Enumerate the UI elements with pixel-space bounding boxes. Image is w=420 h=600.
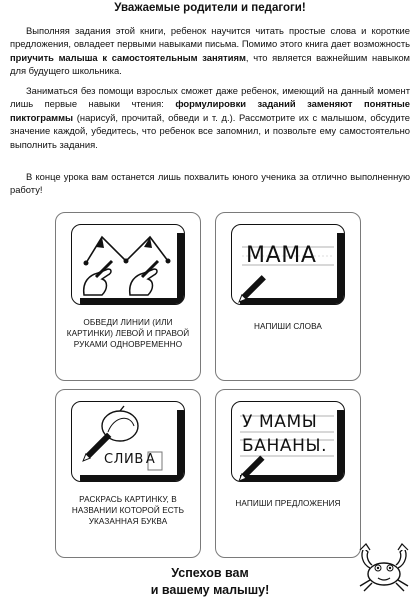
emphasis-self-study: приучить малыша к самостоятельным занятиям: [10, 51, 246, 63]
pictogram-frame: [231, 224, 345, 305]
paragraph-intro: Выполняя задания этой книги, ребенок научится читать простые слова и короткие предложения, овладеет первыми навыками письма. Помимо этого книга дает возможность приучить малыша к самостоятельным занятиям, что является важнейшим навыком для будущего школьника.: [10, 25, 410, 77]
card-caption: ОБВЕДИ ЛИНИИ (ИЛИ КАРТИНКИ) ЛЕВОЙ И ПРАВОЙ РУКАМИ ОДНОВРЕМЕННО: [66, 318, 190, 350]
pictogram-frame: [71, 401, 185, 482]
two-hands-tracing-icon: [72, 225, 184, 304]
card-write-sentences: [215, 389, 361, 558]
paragraph-praise: В конце урока вам останется лишь похвалить юного ученика за отлично выполненную работу!: [10, 171, 410, 196]
plum-coloring-icon: [72, 402, 184, 481]
card-caption: НАПИШИ СЛОВА: [254, 322, 322, 331]
card-write-words: [215, 212, 361, 381]
card-caption: РАСКРАСЬ КАРТИНКУ, В НАЗВАНИИ КОТОРОЙ ЕСТЬ УКАЗАННАЯ БУКВА: [71, 495, 185, 527]
sentence-line-2: БАНАНЫ.: [242, 436, 328, 456]
pencil-writing-sentence-icon: [232, 402, 344, 481]
card-trace-both-hands: [55, 212, 201, 381]
closing-wish: Успехов вам и вашему малышу!: [150, 566, 270, 597]
crab-icon: [352, 538, 416, 596]
emphasis-pictograms: формулировки заданий заменяют понятные пиктограммы: [10, 98, 410, 123]
pictogram-frame: [231, 401, 345, 482]
sample-word: МАМА: [246, 243, 317, 268]
card-color-picture: [55, 389, 201, 558]
pencil-writing-word-icon: [232, 225, 344, 304]
word-with-letter: СЛИВ А: [104, 452, 156, 467]
highlighted-letter: А: [145, 452, 156, 467]
card-caption: НАПИШИ ПРЕДЛОЖЕНИЯ: [235, 499, 341, 508]
page-heading: Уважаемые родители и педагоги!: [114, 2, 306, 14]
pictogram-frame: [71, 224, 185, 305]
paragraph-pictograms: Заниматься без помощи взрослых сможет даже ребенок, имеющий на данный момент лишь первые навыки чтения: формулировки заданий заменяют понятные пиктограммы (нарисуй, прочитай, обведи и т. д.). Рассмотрите их с малышом, обсудите значение каждой, убедитесь, что ребенок все запомнил, и позвольте ему самостоятельно выполнить задания.: [10, 85, 410, 150]
sentence-line-1: У МАМЫ: [242, 412, 318, 432]
